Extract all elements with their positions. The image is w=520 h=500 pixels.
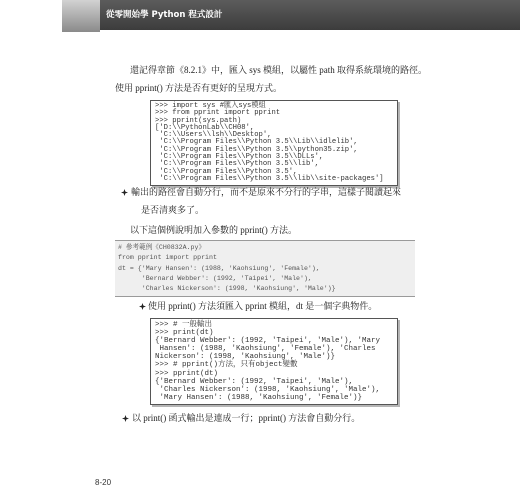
code-line: Nickerson': (1998, 'Kaohsiung', 'Male')} bbox=[155, 353, 336, 362]
code-line: 'C:\\Program Files\\Python 3.5\\lib\\site-packages'] bbox=[155, 174, 384, 183]
page-number: 8-20 bbox=[95, 478, 112, 487]
note-1-line-1: 輸出的路徑會自動分行，而不是原來不分行的字串，這樣子閱讀起來 bbox=[131, 187, 402, 197]
code-line: >>> print(dt) bbox=[155, 329, 214, 338]
code-line: 'Bernard Webber': (1992, 'Taipei', 'Male'), bbox=[118, 274, 312, 282]
code-line: 'C:\\Program Files\\Python 3.5\\Lib\\idlelib', bbox=[155, 138, 358, 147]
code-line: >>> # pprint()方法，只有object變數 bbox=[155, 361, 298, 370]
code-line: >>> import sys #匯入sys模組 bbox=[155, 102, 266, 110]
intro-line-2: 使用 pprint() 方法是否有更好的呈現方式。 bbox=[115, 83, 282, 93]
note-3: 以 print() 函式輸出是連成一行；pprint() 方法會自動分行。 bbox=[132, 413, 361, 423]
book-title: 從零開始學 Python 程式設計 bbox=[106, 10, 223, 20]
code-line: >>> pprint(dt) bbox=[155, 369, 219, 378]
code-line: {'Bernard Webber': (1992, 'Taipei', 'Male'), bbox=[155, 377, 354, 386]
code-line: Hansen': (1988, 'Kaohsiung', 'Female'), 'Charles bbox=[155, 345, 376, 354]
code-line: ['D:\\PythonLab\\CH08', bbox=[155, 123, 255, 132]
code-line: 'C:\\Program Files\\Python 3.5', bbox=[155, 167, 298, 176]
code-line: 'Charles Nickerson': (1998, 'Kaohsiung', 'Male')} bbox=[118, 285, 336, 293]
code-line: {'Bernard Webber': (1992, 'Taipei', 'Male'), 'Mary bbox=[155, 337, 381, 346]
example-source-code bbox=[115, 240, 415, 297]
page-header bbox=[100, 0, 520, 30]
code-line: from pprint import pprint bbox=[118, 254, 217, 262]
note-2: 使用 pprint() 方法須匯入 pprint 模組，dt 是一個字典物件。 bbox=[148, 301, 378, 311]
example-intro: 以下這個例說明加入參數的 pprint() 方法。 bbox=[130, 225, 297, 235]
code-line: 'C:\\Users\\lsh\\Desktop', bbox=[155, 131, 272, 140]
diamond-bullet-icon bbox=[139, 303, 146, 310]
note-1-line-2: 是否清爽多了。 bbox=[141, 205, 205, 215]
shell-output-print-vs-pprint bbox=[150, 318, 398, 405]
intro-line-1: 還記得章節《8.2.1》中，匯入 sys 模組，以屬性 path 取得系統環境的路徑。 bbox=[130, 65, 428, 75]
diamond-bullet-icon bbox=[121, 189, 128, 196]
code-line: 'C:\\Program Files\\Python 3.5\\DLLs', bbox=[155, 153, 324, 162]
code-line: 'Charles Nickerson': (1998, 'Kaohsiung', 'Male'), bbox=[155, 385, 381, 394]
code-line: >>> pprint(sys.path) bbox=[155, 116, 242, 125]
code-line: dt = {'Mary Hansen': (1988, 'Kaohsiung', 'Female'), bbox=[118, 264, 320, 272]
code-line: >>> from pprint import pprint bbox=[155, 109, 281, 118]
code-line: 'C:\\Program Files\\Python 3.5\\lib', bbox=[155, 160, 319, 169]
diamond-bullet-icon bbox=[122, 415, 129, 422]
code-line: 'Mary Hansen': (1988, 'Kaohsiung', 'Female')} bbox=[155, 393, 363, 402]
header-accent-block bbox=[62, 0, 100, 32]
shell-output-sys-path bbox=[150, 100, 398, 186]
code-line: # 參考範例《CH0832A.py》 bbox=[118, 244, 206, 251]
code-line: 'C:\\Program Files\\Python 3.5\\python35.zip', bbox=[155, 145, 358, 154]
code-line: >>> # 一般輸出 bbox=[155, 321, 213, 329]
